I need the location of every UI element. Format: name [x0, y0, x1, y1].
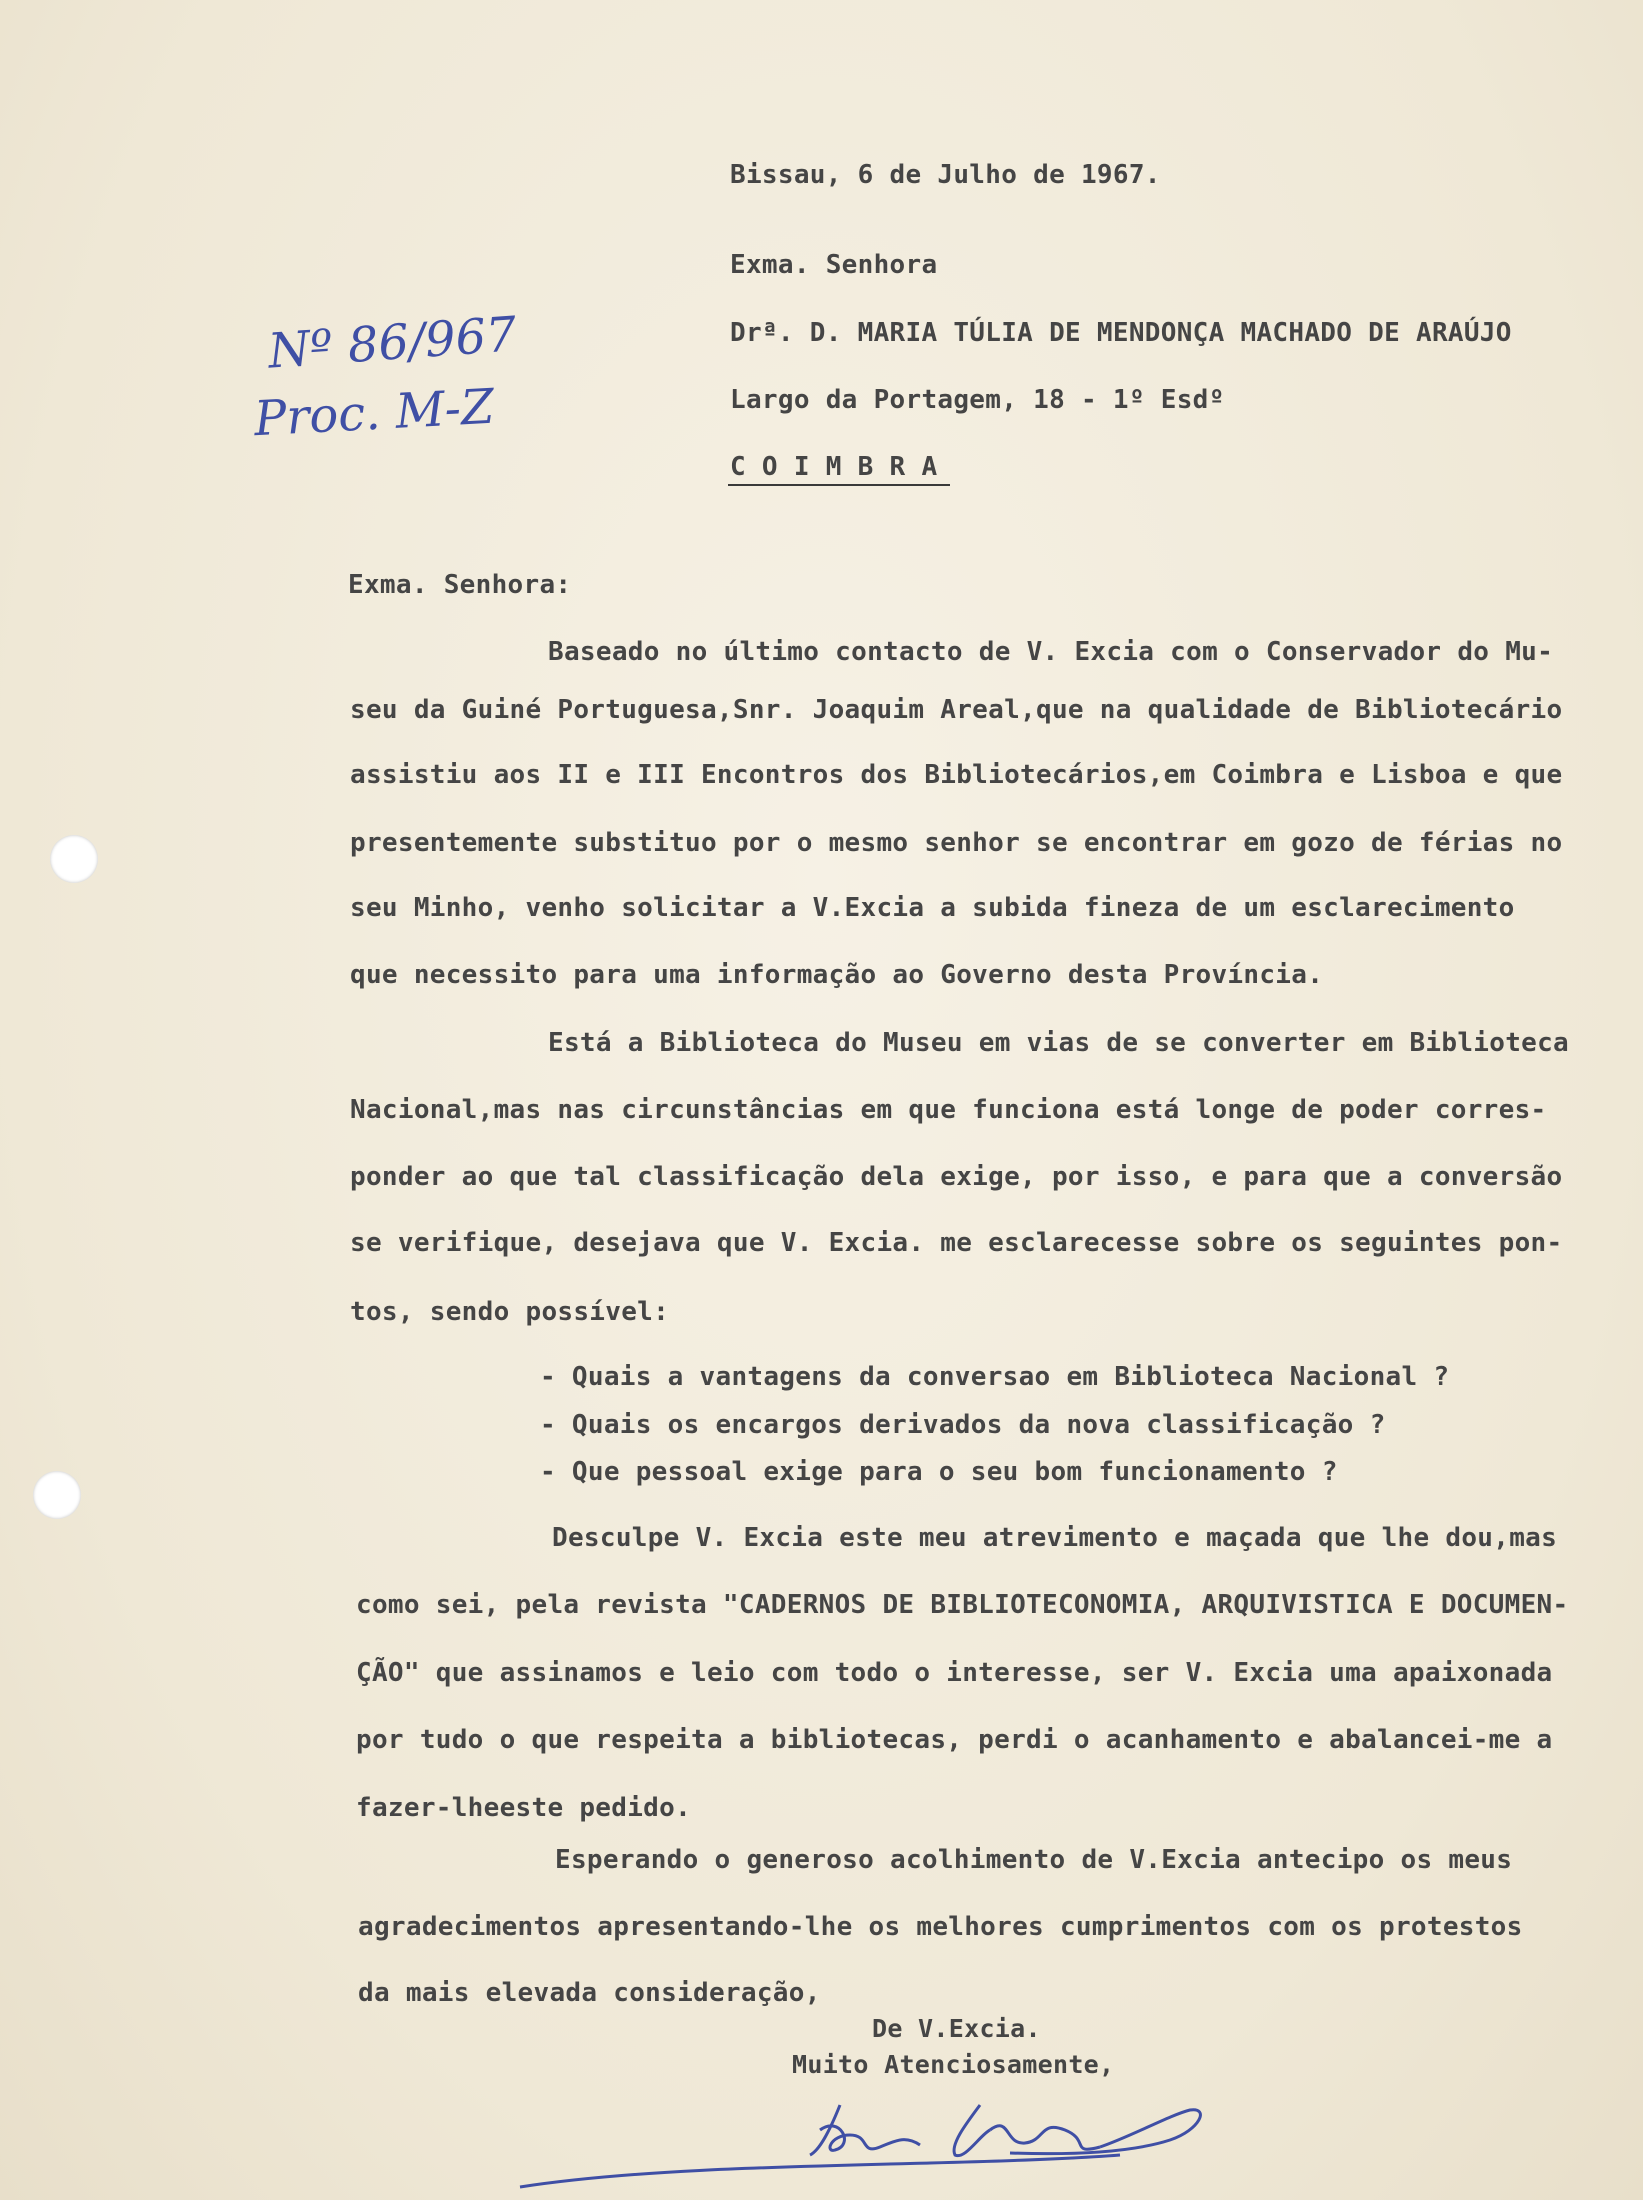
p4-line-3: da mais elevada consideração, [358, 1978, 821, 2008]
p2-line-2: Nacional,mas nas circunstâncias em que funciona está longe de poder corres- [350, 1095, 1547, 1125]
closing-line-2: Muito Atenciosamente, [792, 2050, 1115, 2079]
city-underline [728, 484, 950, 486]
p1-line-2: seu da Guiné Portuguesa,Snr. Joaquim Areal,que na qualidade de Bibliotecário [350, 695, 1563, 725]
salutation-top: Exma. Senhora [730, 250, 938, 280]
address-line: Largo da Portagem, 18 - 1º Esdº [730, 385, 1225, 415]
question-2: - Quais os encargos derivados da nova classificação ? [540, 1410, 1386, 1440]
handwritten-number: Nº 86/967 [266, 306, 519, 380]
p1-line-6: que necessito para uma informação ao Governo desta Província. [350, 960, 1324, 990]
punch-hole-lower [33, 1471, 81, 1519]
p3-line-1: Desculpe V. Excia este meu atrevimento e maçada que lhe dou,mas [552, 1523, 1558, 1553]
city: C O I M B R A [730, 452, 938, 482]
p1-line-1: Baseado no último contacto de V. Excia com o Conservador do Mu- [548, 637, 1554, 667]
p2-line-3: ponder ao que tal classificação dela exige, por isso, e para que a conversão [350, 1162, 1563, 1192]
handwritten-process: Proc. M-Z [252, 378, 496, 448]
p2-line-1: Está a Biblioteca do Museu em vias de se converter em Biblioteca [548, 1028, 1570, 1058]
p2-line-4: se verifique, desejava que V. Excia. me esclarecesse sobre os seguintes pon- [350, 1228, 1563, 1258]
p1-line-3: assistiu aos II e III Encontros dos Bibliotecários,em Coimbra e Lisboa e que [350, 760, 1563, 790]
p4-line-2: agradecimentos apresentando-lhe os melhores cumprimentos com os protestos [358, 1912, 1523, 1942]
p3-line-5: fazer-lheeste pedido. [356, 1793, 692, 1823]
question-3: - Que pessoal exige para o seu bom funcionamento ? [540, 1457, 1338, 1487]
p1-line-5: seu Minho, venho solicitar a V.Excia a subida fineza de um esclarecimento [350, 893, 1515, 923]
closing-line-1: De V.Excia. [872, 2014, 1041, 2043]
punch-hole-upper [50, 835, 98, 883]
p3-line-2: como sei, pela revista "CADERNOS DE BIBLIOTECONOMIA, ARQUIVISTICA E DOCUMEN- [356, 1590, 1569, 1620]
p2-line-5: tos, sendo possível: [350, 1297, 670, 1327]
date-line: Bissau, 6 de Julho de 1967. [730, 160, 1161, 190]
question-1: - Quais a vantagens da conversao em Biblioteca Nacional ? [540, 1362, 1450, 1392]
letter-salutation: Exma. Senhora: [348, 570, 572, 600]
signature [510, 2075, 1230, 2195]
p3-line-3: ÇÃO" que assinamos e leio com todo o interesse, ser V. Excia uma apaixonada [356, 1658, 1553, 1688]
p3-line-4: por tudo o que respeita a bibliotecas, perdi o acanhamento e abalancei-me a [356, 1725, 1553, 1755]
p1-line-4: presentemente substituo por o mesmo senhor se encontrar em gozo de férias no [350, 828, 1563, 858]
addressee-name: Drª. D. MARIA TÚLIA DE MENDONÇA MACHADO DE ARAÚJO [730, 318, 1512, 348]
p4-line-1: Esperando o generoso acolhimento de V.Excia antecipo os meus [555, 1845, 1513, 1875]
